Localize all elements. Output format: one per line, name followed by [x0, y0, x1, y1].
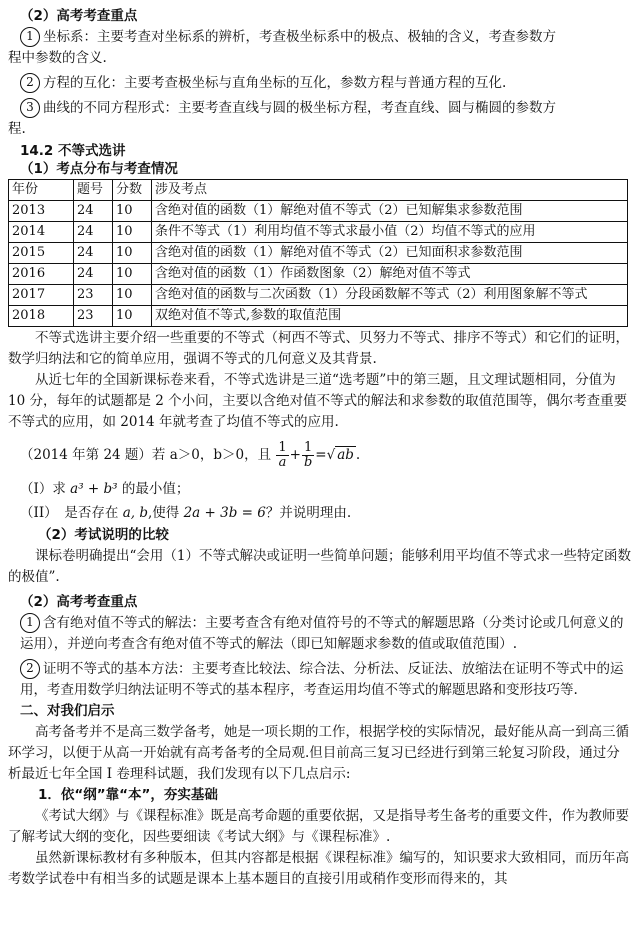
paragraph-textbook: 虽然新课标教材有多种版本，但其内容都是根据《课程标准》编写的，知识要求大致相同，而历年高考数学试卷中有相当多的试题是课本上基本题目的直接引用或稍作变形而得来的，其: [8, 850, 629, 887]
table-header-row: [9, 180, 628, 201]
exam-distribution-table: [8, 179, 628, 327]
table-row: [9, 243, 628, 264]
circled-number: 1: [20, 613, 40, 633]
section-heading-key-points-1: （2）高考考查重点: [20, 8, 138, 24]
key-point-text: 坐标系：主要考查对坐标系的辨析，考查极坐标系中的极点、极轴的含义，考查参数方: [43, 29, 556, 45]
table-cell-year: 2015: [9, 243, 74, 264]
table-cell-score: 10: [113, 243, 152, 264]
key-point-text: 方程的互化：主要考查极坐标与直角坐标的互化，参数方程与普通方程的互化.: [43, 75, 507, 91]
table-cell-topic: 双绝对值不等式,参数的取值范围: [152, 306, 628, 327]
table-cell-question: 24: [74, 222, 113, 243]
section-heading-exam-comparison: （2）考试说明的比较: [38, 527, 169, 543]
table-cell-year: 2017: [9, 285, 74, 306]
key-point-item-abs-inequality: [8, 613, 632, 655]
document-page: [8, 4, 632, 890]
table-header-score: 分数: [113, 180, 152, 201]
plus-sign: +: [289, 447, 301, 463]
table-cell-topic: 含绝对值的函数（1）解绝对值不等式（2）已知解集求参数范围: [152, 201, 628, 222]
example-question-2: [8, 501, 632, 525]
table-cell-year: 2013: [9, 201, 74, 222]
sqrt-icon: √: [326, 447, 336, 463]
math-expression: a³ + b³: [70, 481, 118, 497]
paragraph-exam-comparison: 课标卷明确提出“会用（1）不等式解决或证明一些简单问题；能够利用平均值不等式求一些特定函数的极值”.: [8, 548, 631, 585]
table-cell-topic: 条件不等式（1）利用均值不等式求最小值（2）均值不等式的应用: [152, 222, 628, 243]
table-cell-year: 2014: [9, 222, 74, 243]
question-label: （II） 是否存在: [20, 505, 119, 521]
fraction-numerator: 1: [302, 441, 314, 456]
sqrt-radicand: ab: [337, 447, 354, 463]
table-cell-score: 10: [113, 285, 152, 306]
table-row: [9, 306, 628, 327]
paragraph-analysis: 从近七年的全国新课标卷来看，不等式选讲是三道“选考题”中的第三题，且文理试题相同，分值为 10 分，每年的试题都是 2 个小问，主要以含绝对值不等式的解法和求参数的取值范围等，偶尔考查重要不等式的应用，如 2014 年就考查了均值不等式的应用.: [8, 372, 628, 430]
table-cell-topic: 含绝对值的函数（1）解绝对值不等式（2）已知面积求参数范围: [152, 243, 628, 264]
table-cell-year: 2018: [9, 306, 74, 327]
table-cell-question: 24: [74, 201, 113, 222]
question-text: ,使得: [148, 505, 180, 521]
key-point-text: 证明不等式的基本方法：主要考查比较法、综合法、分析法、反证法、放缩法在证明不等式中的运用，考查用数学归纳法证明不等式的基本程序，考查运用均值不等式的解题思路和变形技巧等.: [20, 661, 624, 698]
table-cell-score: 10: [113, 201, 152, 222]
section-heading-implications: 二、对我们启示: [20, 703, 115, 719]
table-cell-question: 24: [74, 264, 113, 285]
circled-number: 1: [20, 27, 40, 47]
table-cell-year: 2016: [9, 264, 74, 285]
subsection-title-distribution: （1）考点分布与考查情况: [20, 161, 178, 177]
equals-sign: =: [315, 447, 327, 463]
table-row: [9, 285, 628, 306]
example-end: .: [355, 447, 361, 463]
key-point-item-proof-methods: [8, 659, 632, 701]
question-text: 的最小值；: [121, 481, 190, 497]
fraction-denominator: b: [303, 455, 313, 470]
table-cell-question: 24: [74, 243, 113, 264]
math-expression: 2a + 3b = 6: [183, 505, 266, 521]
math-expression: a, b: [122, 505, 148, 521]
key-point-item-1: [8, 27, 632, 48]
table-row: [9, 201, 628, 222]
table-cell-question: 23: [74, 285, 113, 306]
paragraph-intro: 不等式选讲主要介绍一些重要的不等式（柯西不等式、贝努力不等式、排序不等式）和它们的证明，数学归纳法和它的简单应用，强调不等式的几何意义及其背景.: [8, 330, 629, 367]
example-lead: （2014 年第 24 题）若 a＞0，b＞0，且: [20, 447, 272, 463]
example-question-1: [8, 477, 632, 501]
fraction-numerator: 1: [278, 440, 287, 455]
key-point-text: 含有绝对值不等式的解法：主要考查含有绝对值符号的不等式的解题思路（分类讨论或几何意义的运用），并逆向考查含有绝对值不等式的解法（即已知解题求参数的值或取值范围）.: [20, 615, 624, 652]
table-header-year: 年份: [9, 180, 74, 201]
table-row: [9, 222, 628, 243]
fraction-1-over-a: [276, 441, 288, 470]
fraction-1-over-b: [302, 441, 314, 470]
fraction-denominator: a: [278, 455, 287, 470]
circled-number: 3: [20, 98, 40, 118]
table-row: [9, 264, 628, 285]
paragraph-implications: 高考备考并不是高三数学备考，她是一项长期的工作，根据学校的实际情况，最好能从高一到高三循环学习，以便于从高一开始就有高考备考的全局观.但目前高三复习已经进行到第三轮复习阶段，通过分析最近七年全国 I 卷理科试题，我们发现有以下几点启示:: [8, 724, 629, 782]
key-point-text: 曲线的不同方程形式：主要考查直线与圆的极坐标方程，考查直线、圆与椭圆的参数方: [43, 100, 556, 116]
section-heading-key-points-2: （2）高考考查重点: [20, 594, 138, 610]
key-point-item-2: [8, 73, 632, 94]
table-header-question: 题号: [74, 180, 113, 201]
key-point-item-3-cont: 程.: [8, 121, 26, 137]
table-cell-score: 10: [113, 222, 152, 243]
paragraph-syllabus: 《考试大纲》与《课程标准》既是高考命题的重要依据，又是指导考生备考的重要文件，作为教师要了解考试大纲的变化，因些要细读《考试大纲》与《课程标准》.: [8, 808, 629, 845]
table-cell-question: 23: [74, 306, 113, 327]
section-heading-foundations: 1．依“纲”靠“本”，夯实基础: [38, 787, 218, 803]
table-cell-topic: 含绝对值的函数与二次函数（1）分段函数解不等式（2）利用图象解不等式: [152, 285, 628, 306]
circled-number: 2: [20, 659, 40, 679]
question-label: （I）求: [20, 481, 66, 497]
table-cell-score: 10: [113, 264, 152, 285]
circled-number: 2: [20, 73, 40, 93]
table-cell-score: 10: [113, 306, 152, 327]
table-header-topic: 涉及考点: [152, 180, 628, 201]
section-title-14-2: 14.2 不等式选讲: [20, 143, 126, 159]
example-problem: [8, 433, 632, 477]
key-point-item-1-cont: 程中参数的含义.: [8, 50, 107, 66]
table-cell-topic: 含绝对值的函数（1）作函数图象（2）解绝对值不等式: [152, 264, 628, 285]
key-point-item-3: [8, 98, 632, 119]
question-text: ？并说明理由.: [265, 505, 352, 521]
